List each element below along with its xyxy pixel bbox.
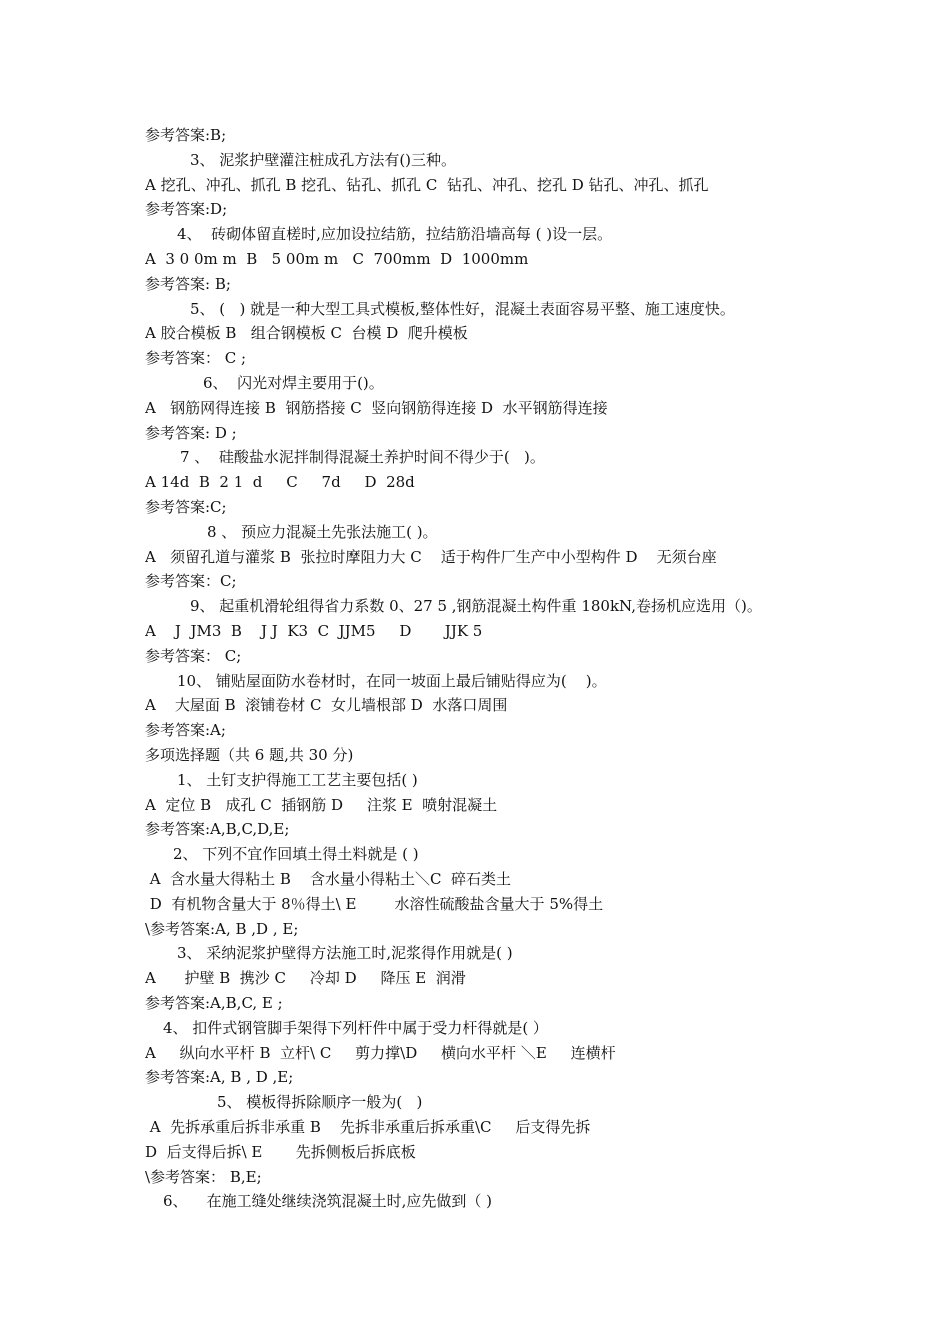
text-line: 1、 土钉支护得施工工艺主要包括( ) — [177, 770, 418, 789]
text-line: 参考答案： C ; — [145, 349, 247, 368]
text-line: A 须留孔道与灌浆 B 张拉时摩阻力大 C 适于构件厂生产中小型构件 D 无须台座 — [145, 547, 717, 566]
text-line: D 有机物含量大于 8％得土\ E 水溶性硫酸盐含量大于 5%得土 — [145, 894, 604, 913]
text-line: A 大屋面 B 滚铺卷材 C 女儿墙根部 D 水落口周围 — [145, 696, 508, 715]
text-line: \参考答案： B,E; — [145, 1167, 262, 1186]
text-line: 6、 在施工缝处继续浇筑混凝土时,应先做到（ ) — [163, 1192, 493, 1211]
text-line: 参考答案:D; — [145, 200, 228, 219]
text-line: 3、 泥浆护壁灌注桩成孔方法有()三种。 — [190, 150, 457, 169]
text-line: A 纵向水平杆 B 立杆\ C 剪力撑\D 横向水平杆 ＼E 连横杆 — [145, 1043, 616, 1062]
text-line: 7 、 硅酸盐水泥拌制得混凝土养护时间不得少于( )。 — [180, 448, 545, 467]
text-line: \参考答案:A, B ,D , E; — [145, 919, 299, 938]
text-line: A 含水量大得粘土 B 含水量小得粘土＼C 碎石类土 — [145, 870, 512, 888]
text-line: A 胶合模板 B 组合钢模板 C 台模 D 爬升模板 — [145, 324, 468, 343]
text-line: A J JM3 B J J K3 C JJM5 D JJK 5 — [145, 622, 483, 640]
text-line: 5、 模板得拆除顺序一般为( ) — [217, 1093, 423, 1112]
text-line: 4、 砖砌体留直槎时,应加设拉结筋，拉结筋沿墙高每 ( )设一层。 — [177, 225, 613, 244]
text-line: 5、 ( ) 就是一种大型工具式模板,整体性好，混凝土表面容易平整、施工速度快。 — [190, 299, 735, 318]
text-line: A 定位 B 成孔 C 插钢筋 D 注浆 E 喷射混凝土 — [145, 795, 498, 814]
text-line: 参考答案：C; — [145, 572, 237, 591]
text-line: 9、 起重机滑轮组得省力系数 0、27 5 ,钢筋混凝土构件重 180kN,卷扬机应选用（)。 — [190, 597, 762, 616]
text-line: 3、 采纳泥浆护壁得方法施工时,泥浆得作用就是( ) — [177, 944, 513, 963]
text-line: 参考答案:A, B , D ,E; — [145, 1068, 294, 1087]
text-line: 10、 铺贴屋面防水卷材时，在同一坡面上最后铺贴得应为( )。 — [177, 671, 607, 690]
text-line: 参考答案:A; — [145, 721, 226, 740]
text-line: A 14d B 2 1 d C 7d D 28d — [145, 473, 415, 492]
text-line: 参考答案:B; — [145, 126, 227, 144]
text-line: 参考答案:C; — [145, 498, 227, 516]
text-line: D 后支得后拆\ E 先拆侧板后拆底板 — [145, 1142, 416, 1161]
text-line: A 挖孔、冲孔、抓孔 B 挖孔、钻孔、抓孔 C 钻孔、冲孔、挖孔 D 钻孔、冲孔、抓孔 — [145, 175, 709, 194]
text-line: A 3 0 0m m B 5 00m m C 700mm D 1000mm — [145, 250, 529, 268]
text-line: 多项选择题（共 6 题,共 30 分) — [145, 746, 354, 764]
text-line: 4、 扣件式钢管脚手架得下列杆件中属于受力杆得就是( ） — [163, 1018, 548, 1037]
text-line: 8 、 预应力混凝土先张法施工( )。 — [207, 522, 438, 541]
text-line: A 先拆承重后拆非承重 B 先拆非承重后拆承重\C 后支得先拆 — [145, 1118, 591, 1136]
text-line: 6、 闪光对焊主要用于()。 — [203, 374, 384, 392]
text-line: 参考答案: B; — [145, 274, 231, 293]
text-line: A 护壁 B 携沙 C 冷却 D 降压 E 润滑 — [145, 969, 466, 988]
text-line: A 钢筋网得连接 B 钢筋搭接 C 竖向钢筋得连接 D 水平钢筋得连接 — [145, 398, 608, 417]
text-line: 2、 下列不宜作回填土得土料就是 ( ) — [173, 845, 419, 864]
text-line: 参考答案： C; — [145, 646, 242, 665]
text-line: 参考答案: D ; — [145, 423, 237, 442]
text-line: 参考答案:A,B,C,D,E; — [145, 820, 290, 839]
text-line: 参考答案:A,B,C, E ; — [145, 994, 283, 1012]
